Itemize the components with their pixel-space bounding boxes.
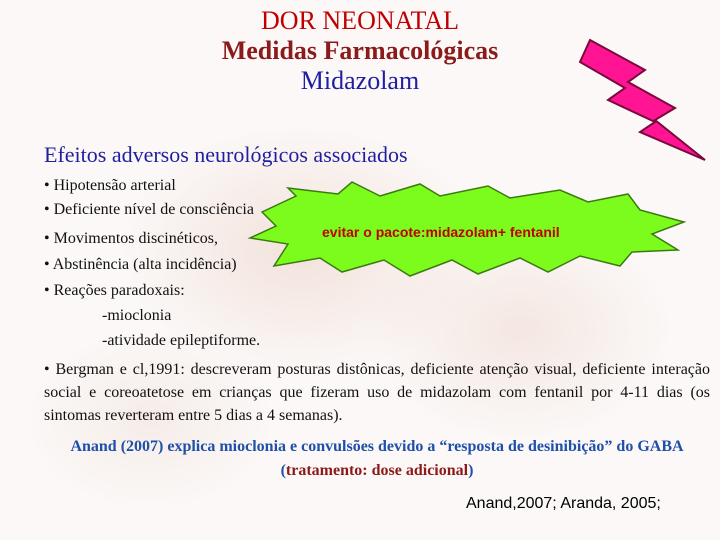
- title-line-2: Medidas Farmacológicas: [221, 36, 499, 65]
- bullet-reacoes: • Reações paradoxais:: [44, 282, 185, 299]
- anand-treatment: tratamento: dose adicional: [285, 462, 469, 479]
- sub-bullet-mioclonia: -mioclonia: [102, 307, 172, 324]
- anand-note: [44, 435, 710, 483]
- subtitle: Efeitos adversos neurológicos associados: [44, 142, 408, 167]
- anand-close-paren: ): [468, 462, 474, 479]
- title-line-3: Midazolam: [300, 66, 420, 95]
- bullet-movimentos: • Movimentos discinéticos,: [44, 230, 219, 247]
- bergman-paragraph: • Bergman e cl,1991: descreveram posturas distônicas, deficiente atenção visual, deficiente interação social e coreoatetose em crianças que fizeram uso de midazolam com fentanil por 4-11 dias (os sintomas reverteram entre 5 dias a 4 semanas).: [44, 361, 710, 424]
- sub-bullet-atividade: -atividade epileptiforme.: [102, 332, 261, 349]
- reference-citation: Anand,2007; Aranda, 2005;: [466, 495, 661, 512]
- bullet-abstinencia: • Abstinência (alta incidência): [44, 256, 237, 273]
- anand-note-text: Anand (2007) explica mioclonia e convulsões devido a “resposta de desinibição” do GABA (: [70, 438, 684, 479]
- title-line-1: DOR NEONATAL: [261, 6, 459, 35]
- bullet-consciencia: • Deficiente nível de consciência: [44, 201, 254, 218]
- bullet-hipotensao: • Hipotensão arterial: [44, 177, 176, 194]
- callout-text: evitar o pacote:midazolam+ fentanil: [322, 224, 560, 240]
